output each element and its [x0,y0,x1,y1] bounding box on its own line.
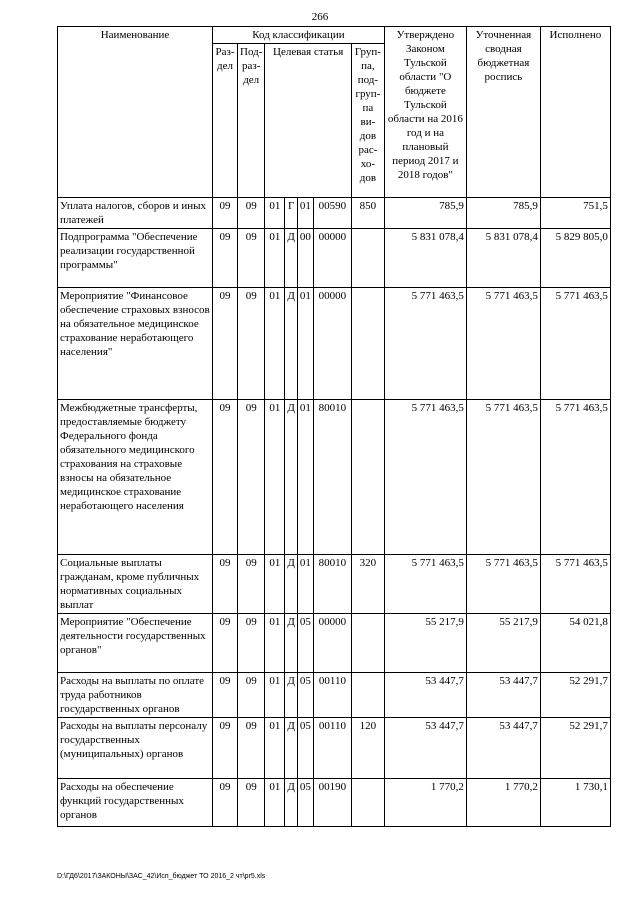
row-section: 09 [213,718,238,779]
row-approved: 5 771 463,5 [384,400,466,555]
row-refined: 785,9 [466,198,540,229]
row-event: 00 [297,229,313,288]
row-refined: 5 771 463,5 [466,400,540,555]
header-approved: Утверждено Законом Тульской области "О бюджете Тульской области на 2016 год и на плановый период 2017 и 2018 годов" [384,27,466,198]
row-subprogram: Д [285,718,298,779]
table-row [58,229,611,288]
row-refined: 55 217,9 [466,614,540,673]
row-program: 01 [265,673,285,718]
row-expense-group [351,288,384,400]
row-approved: 5 771 463,5 [384,555,466,614]
row-expense-group: 320 [351,555,384,614]
row-name: Мероприятие "Финансовое обеспечение страховых взносов на обязательное медицинское страхование неработающего населения" [58,288,213,400]
row-subsection: 09 [238,229,265,288]
row-section: 09 [213,400,238,555]
row-event: 05 [297,614,313,673]
table-row [58,673,611,718]
row-event: 05 [297,779,313,827]
row-subprogram: Д [285,229,298,288]
budget-table [57,26,611,827]
row-executed: 54 021,8 [540,614,610,673]
row-expense-group [351,400,384,555]
table-row [58,400,611,555]
row-name: Расходы на выплаты по оплате труда работников государственных органов [58,673,213,718]
row-subsection: 09 [238,555,265,614]
row-approved: 53 447,7 [384,673,466,718]
row-direction: 00590 [313,198,351,229]
row-section: 09 [213,198,238,229]
row-refined: 53 447,7 [466,673,540,718]
row-name: Подпрограмма "Обеспечение реализации государственной программы" [58,229,213,288]
row-approved: 785,9 [384,198,466,229]
row-approved: 53 447,7 [384,718,466,779]
row-refined: 5 771 463,5 [466,288,540,400]
row-section: 09 [213,229,238,288]
row-approved: 5 771 463,5 [384,288,466,400]
row-executed: 5 771 463,5 [540,288,610,400]
row-direction: 80010 [313,400,351,555]
row-refined: 53 447,7 [466,718,540,779]
row-name: Социальные выплаты гражданам, кроме публичных нормативных социальных выплат [58,555,213,614]
header-name: Наименование [58,27,213,198]
row-direction: 00190 [313,779,351,827]
row-event: 01 [297,198,313,229]
header-target-article: Целевая статья [265,44,352,198]
row-expense-group: 850 [351,198,384,229]
row-event: 05 [297,673,313,718]
row-subsection: 09 [238,198,265,229]
row-program: 01 [265,400,285,555]
row-subsection: 09 [238,779,265,827]
row-section: 09 [213,779,238,827]
row-program: 01 [265,614,285,673]
header-executed: Исполнено [540,27,610,198]
row-name: Расходы на выплаты персоналу государственных (муниципальных) органов [58,718,213,779]
row-subsection: 09 [238,614,265,673]
row-event: 01 [297,400,313,555]
row-subprogram: Д [285,779,298,827]
row-name: Мероприятие "Обеспечение деятельности государственных органов" [58,614,213,673]
header-section: Раз-дел [213,44,238,198]
row-program: 01 [265,779,285,827]
row-subprogram: Д [285,288,298,400]
table-row [58,288,611,400]
header-classification: Код классификации [213,27,385,44]
row-name: Межбюджетные трансферты, предоставляемые бюджету Федерального фонда обязательного медицинского страхования на страховые взносы на обязательное медицинское страхование неработающего населения [58,400,213,555]
row-program: 01 [265,555,285,614]
row-subsection: 09 [238,718,265,779]
row-executed: 5 829 805,0 [540,229,610,288]
file-path-footer: D:\ГД6\2017\ЗАКОНЫ\ЗАС_42\Исп_бюджет ТО 2016_2 чт\pr5.xls [57,873,266,880]
row-name: Расходы на обеспечение функций государственных органов [58,779,213,827]
row-program: 01 [265,229,285,288]
row-executed: 5 771 463,5 [540,555,610,614]
row-event: 01 [297,288,313,400]
page-number: 266 [311,11,329,23]
row-subsection: 09 [238,288,265,400]
row-subprogram: Д [285,400,298,555]
table-row [58,614,611,673]
row-event: 01 [297,555,313,614]
row-expense-group [351,614,384,673]
row-subprogram: Д [285,673,298,718]
row-direction: 00110 [313,673,351,718]
row-expense-group [351,229,384,288]
row-approved: 55 217,9 [384,614,466,673]
row-event: 05 [297,718,313,779]
row-approved: 5 831 078,4 [384,229,466,288]
header-subsection: Под-раз-дел [238,44,265,198]
row-subprogram: Д [285,555,298,614]
row-direction: 00000 [313,229,351,288]
row-expense-group [351,779,384,827]
row-subprogram: Г [285,198,298,229]
row-direction: 00000 [313,288,351,400]
row-executed: 751,5 [540,198,610,229]
table-row [58,198,611,229]
row-expense-group [351,673,384,718]
row-name: Уплата налогов, сборов и иных платежей [58,198,213,229]
row-refined: 5 831 078,4 [466,229,540,288]
row-section: 09 [213,555,238,614]
row-program: 01 [265,198,285,229]
row-direction: 00110 [313,718,351,779]
header-expense-group: Груп-па, под-груп-па ви-дов рас-хо-дов [351,44,384,198]
row-approved: 1 770,2 [384,779,466,827]
row-refined: 1 770,2 [466,779,540,827]
row-executed: 5 771 463,5 [540,400,610,555]
row-program: 01 [265,718,285,779]
header-refined: Уточненная сводная бюджетная роспись [466,27,540,198]
row-executed: 52 291,7 [540,718,610,779]
row-executed: 52 291,7 [540,673,610,718]
row-expense-group: 120 [351,718,384,779]
table-row [58,718,611,779]
row-section: 09 [213,614,238,673]
row-refined: 5 771 463,5 [466,555,540,614]
row-program: 01 [265,288,285,400]
row-subsection: 09 [238,400,265,555]
row-section: 09 [213,288,238,400]
row-subsection: 09 [238,673,265,718]
row-direction: 00000 [313,614,351,673]
row-section: 09 [213,673,238,718]
table-row [58,779,611,827]
row-direction: 80010 [313,555,351,614]
row-subprogram: Д [285,614,298,673]
table-row [58,555,611,614]
row-executed: 1 730,1 [540,779,610,827]
